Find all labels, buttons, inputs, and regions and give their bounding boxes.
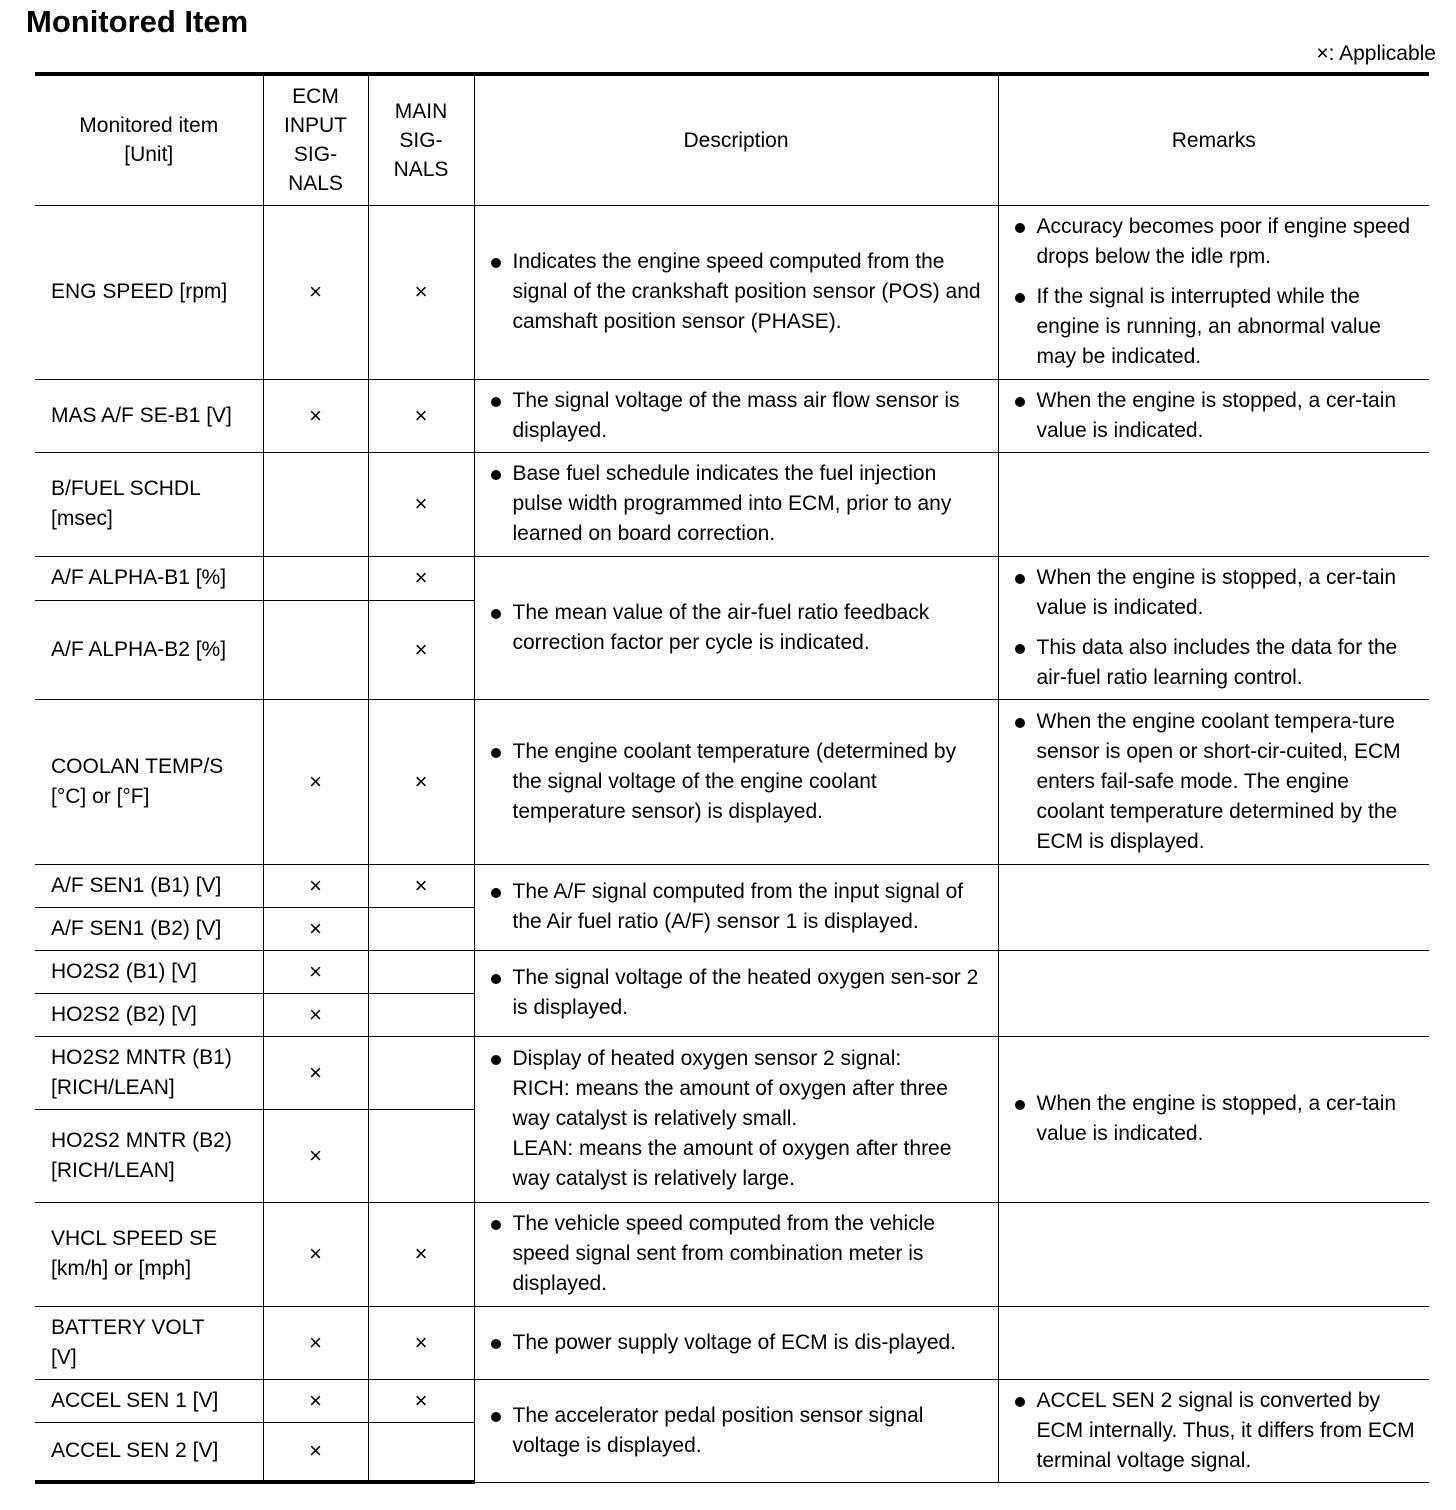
- table-row: [35, 1379, 1429, 1422]
- ecm-input-mark: ×: [263, 205, 368, 379]
- description-cell: [474, 1306, 998, 1379]
- ecm-input-mark: ×: [263, 1036, 368, 1109]
- description-cell: [474, 1202, 998, 1306]
- item-name: A/F ALPHA-B1 [%]: [35, 556, 263, 600]
- ecm-input-mark: [263, 600, 368, 699]
- header-monitored-item: Monitored item [Unit]: [35, 74, 263, 205]
- description-bullet: The accelerator pedal position sensor signal voltage is displayed.: [489, 1401, 990, 1461]
- remark-bullet: When the engine is stopped, a cer-tain value is indicated.: [1013, 386, 1422, 446]
- remark-bullet: When the engine coolant tempera-ture sensor is open or short-cir-cuited, ECM enters fail-safe mode. The engine coolant temperature determined by the ECM is displayed.: [1013, 707, 1422, 857]
- item-name: HO2S2 (B1) [V]: [35, 950, 263, 993]
- main-signal-mark: ×: [368, 379, 474, 452]
- main-signal-mark: [368, 950, 474, 993]
- ecm-input-mark: ×: [263, 1109, 368, 1202]
- main-signal-mark: ×: [368, 1306, 474, 1379]
- item-name: ENG SPEED [rpm]: [35, 205, 263, 379]
- ecm-input-mark: ×: [263, 1422, 368, 1482]
- description-cell: [474, 864, 998, 950]
- description-bullet: The A/F signal computed from the input signal of the Air fuel ratio (A/F) sensor 1 is displayed.: [489, 877, 990, 937]
- main-signal-mark: ×: [368, 1202, 474, 1306]
- table-row: [35, 556, 1429, 600]
- item-name: A/F ALPHA-B2 [%]: [35, 600, 263, 699]
- ecm-input-mark: ×: [263, 1306, 368, 1379]
- description-cell: [474, 452, 998, 556]
- main-signal-mark: [368, 1422, 474, 1482]
- item-name: B/FUEL SCHDL [msec]: [35, 452, 263, 556]
- description-cell: [474, 379, 998, 452]
- remarks-cell: [998, 379, 1429, 452]
- main-signal-mark: ×: [368, 556, 474, 600]
- page-title: Monitored Item: [26, 4, 249, 39]
- description-bullet: The mean value of the air-fuel ratio feedback correction factor per cycle is indicated.: [489, 598, 990, 658]
- remarks-cell: [998, 699, 1429, 864]
- remark-bullet: Accuracy becomes poor if engine speed drops below the idle rpm.: [1013, 212, 1422, 272]
- item-name: VHCL SPEED SE [km/h] or [mph]: [35, 1202, 263, 1306]
- description-bullet: The power supply voltage of ECM is dis-played.: [489, 1328, 990, 1358]
- remark-bullet: When the engine is stopped, a cer-tain value is indicated.: [1013, 563, 1422, 623]
- item-name: ACCEL SEN 2 [V]: [35, 1422, 263, 1482]
- header-remarks: Remarks: [998, 74, 1429, 205]
- item-name: COOLAN TEMP/S [°C] or [°F]: [35, 699, 263, 864]
- description-bullet: Base fuel schedule indicates the fuel injection pulse width programmed into ECM, prior to any learned on board correction.: [489, 459, 990, 549]
- remark-bullet: ACCEL SEN 2 signal is converted by ECM internally. Thus, it differs from ECM terminal voltage signal.: [1013, 1386, 1422, 1476]
- remarks-cell: [998, 452, 1429, 556]
- table-row: [35, 1306, 1429, 1379]
- table-row: [35, 452, 1429, 556]
- remarks-cell: [998, 1036, 1429, 1202]
- main-signal-mark: [368, 1109, 474, 1202]
- ecm-input-mark: ×: [263, 993, 368, 1036]
- table-row: [35, 379, 1429, 452]
- remarks-cell: [998, 1306, 1429, 1379]
- monitored-item-table: [35, 72, 1429, 1484]
- main-signal-mark: ×: [368, 452, 474, 556]
- description-bullet: Indicates the engine speed computed from the signal of the crankshaft position sensor (POS) and camshaft position sensor (PHASE).: [489, 247, 990, 337]
- remark-bullet: This data also includes the data for the air-fuel ratio learning control.: [1013, 633, 1422, 693]
- table-row: [35, 1036, 1429, 1109]
- remark-bullet: When the engine is stopped, a cer-tain value is indicated.: [1013, 1089, 1422, 1149]
- header-row: [35, 74, 1429, 205]
- ecm-input-mark: ×: [263, 950, 368, 993]
- description-bullet: The signal voltage of the heated oxygen sen-sor 2 is displayed.: [489, 963, 990, 1023]
- remarks-cell: [998, 205, 1429, 379]
- item-name: ACCEL SEN 1 [V]: [35, 1379, 263, 1422]
- ecm-input-mark: ×: [263, 907, 368, 950]
- item-name: MAS A/F SE-B1 [V]: [35, 379, 263, 452]
- description-bullet: The engine coolant temperature (determined by the signal voltage of the engine coolant temperature sensor) is displayed.: [489, 737, 990, 827]
- applicable-legend: ×: Applicable: [1316, 42, 1436, 65]
- main-signal-mark: ×: [368, 699, 474, 864]
- main-signal-mark: ×: [368, 1379, 474, 1422]
- table-row: [35, 950, 1429, 993]
- ecm-input-mark: ×: [263, 699, 368, 864]
- description-cell: [474, 699, 998, 864]
- main-signal-mark: [368, 993, 474, 1036]
- header-ecm-input-signals: ECM INPUT SIG- NALS: [263, 74, 368, 205]
- remark-bullet: If the signal is interrupted while the engine is running, an abnormal value may be indicated.: [1013, 282, 1422, 372]
- item-name: A/F SEN1 (B2) [V]: [35, 907, 263, 950]
- description-bullet: The vehicle speed computed from the vehicle speed signal sent from combination meter is displayed.: [489, 1209, 990, 1299]
- ecm-input-mark: ×: [263, 1202, 368, 1306]
- ecm-input-mark: [263, 556, 368, 600]
- ecm-input-mark: ×: [263, 1379, 368, 1422]
- item-name: HO2S2 MNTR (B2) [RICH/LEAN]: [35, 1109, 263, 1202]
- item-name: BATTERY VOLT [V]: [35, 1306, 263, 1379]
- remarks-cell: [998, 1379, 1429, 1482]
- table-row: [35, 699, 1429, 864]
- remarks-cell: [998, 864, 1429, 950]
- ecm-input-mark: ×: [263, 864, 368, 907]
- ecm-input-mark: ×: [263, 379, 368, 452]
- remarks-cell: [998, 556, 1429, 699]
- description-cell: [474, 205, 998, 379]
- header-description: Description: [474, 74, 998, 205]
- remarks-cell: [998, 950, 1429, 1036]
- item-name: HO2S2 (B2) [V]: [35, 993, 263, 1036]
- ecm-input-mark: [263, 452, 368, 556]
- main-signal-mark: ×: [368, 600, 474, 699]
- remarks-cell: [998, 1202, 1429, 1306]
- table-row: [35, 205, 1429, 379]
- item-name: A/F SEN1 (B1) [V]: [35, 864, 263, 907]
- description-cell: [474, 1379, 998, 1482]
- description-bullet: The signal voltage of the mass air flow sensor is displayed.: [489, 386, 990, 446]
- description-bullet: Display of heated oxygen sensor 2 signal: RICH: means the amount of oxygen after three way catalyst is relatively small. LEAN: means the amount of oxygen after three way catalyst is relatively large.: [489, 1044, 990, 1194]
- description-cell: [474, 556, 998, 699]
- table-row: [35, 1202, 1429, 1306]
- header-main-signals: MAIN SIG- NALS: [368, 74, 474, 205]
- main-signal-mark: ×: [368, 864, 474, 907]
- item-name: HO2S2 MNTR (B1) [RICH/LEAN]: [35, 1036, 263, 1109]
- main-signal-mark: [368, 907, 474, 950]
- main-signal-mark: ×: [368, 205, 474, 379]
- main-signal-mark: [368, 1036, 474, 1109]
- description-cell: [474, 950, 998, 1036]
- description-cell: [474, 1036, 998, 1202]
- table-row: [35, 864, 1429, 907]
